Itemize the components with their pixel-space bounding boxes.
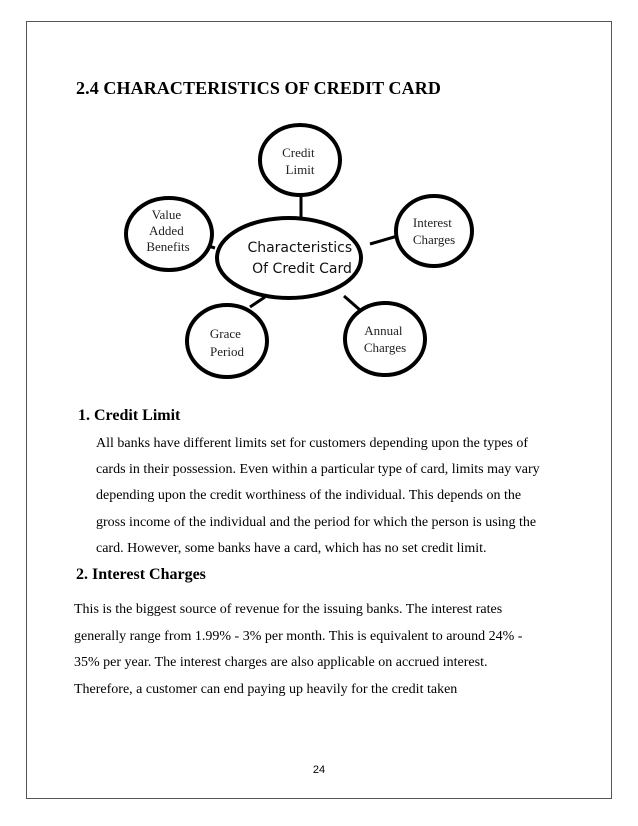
node-annual-charges: [345, 303, 425, 375]
text-line: card. However, some banks have a card, which has no set credit limit.: [96, 540, 487, 556]
node-credit-limit: [260, 125, 340, 195]
node-grace-period: [187, 305, 267, 377]
value-added-benefits-label: Value Added Benefits: [146, 207, 190, 254]
center-label: Characteristics Of Credit Card: [247, 240, 353, 277]
credit-limit-label: Credit Limit: [282, 145, 315, 177]
node-interest-charges: [396, 196, 472, 266]
text-line: All banks have different limits set for customers depending upon the types of: [96, 436, 529, 451]
text-line: depending upon the credit worthiness of the individual. This depends on the: [96, 488, 522, 504]
text-line: Therefore, a customer can end paying up heavily for the credit taken: [74, 681, 458, 697]
text-line: cards in their possession. Even within a particular type of card, limits may vary: [96, 462, 540, 478]
text-line: This is the biggest source of revenue for the issuing banks. The interest rates: [74, 602, 503, 617]
page-number: 24: [312, 764, 326, 776]
node-center: [217, 218, 361, 298]
text-line: gross income of the individual and the period for which the person is using the: [96, 514, 537, 530]
paragraph-interest-charges: [74, 597, 522, 703]
text-line: 35% per year. The interest charges are also applicable on accrued interest.: [74, 655, 488, 670]
text-line: generally range from 1.99% - 3% per month. This is equivalent to around 24% -: [74, 628, 523, 644]
section-heading: 2.4 CHARACTERISTICS OF CREDIT CARD: [76, 78, 441, 98]
connector-grace-period: [250, 297, 265, 307]
paragraph-credit-limit: [96, 431, 540, 562]
annual-charges-label: Annual Charges: [363, 323, 407, 355]
interest-charges-label: Interest Charges: [412, 215, 456, 247]
connector-annual-charges: [344, 296, 360, 310]
section-title-credit-limit: 1. Credit Limit: [78, 407, 181, 424]
section-title-interest-charges: 2. Interest Charges: [76, 566, 206, 583]
grace-period-label: Grace Period: [209, 326, 244, 359]
